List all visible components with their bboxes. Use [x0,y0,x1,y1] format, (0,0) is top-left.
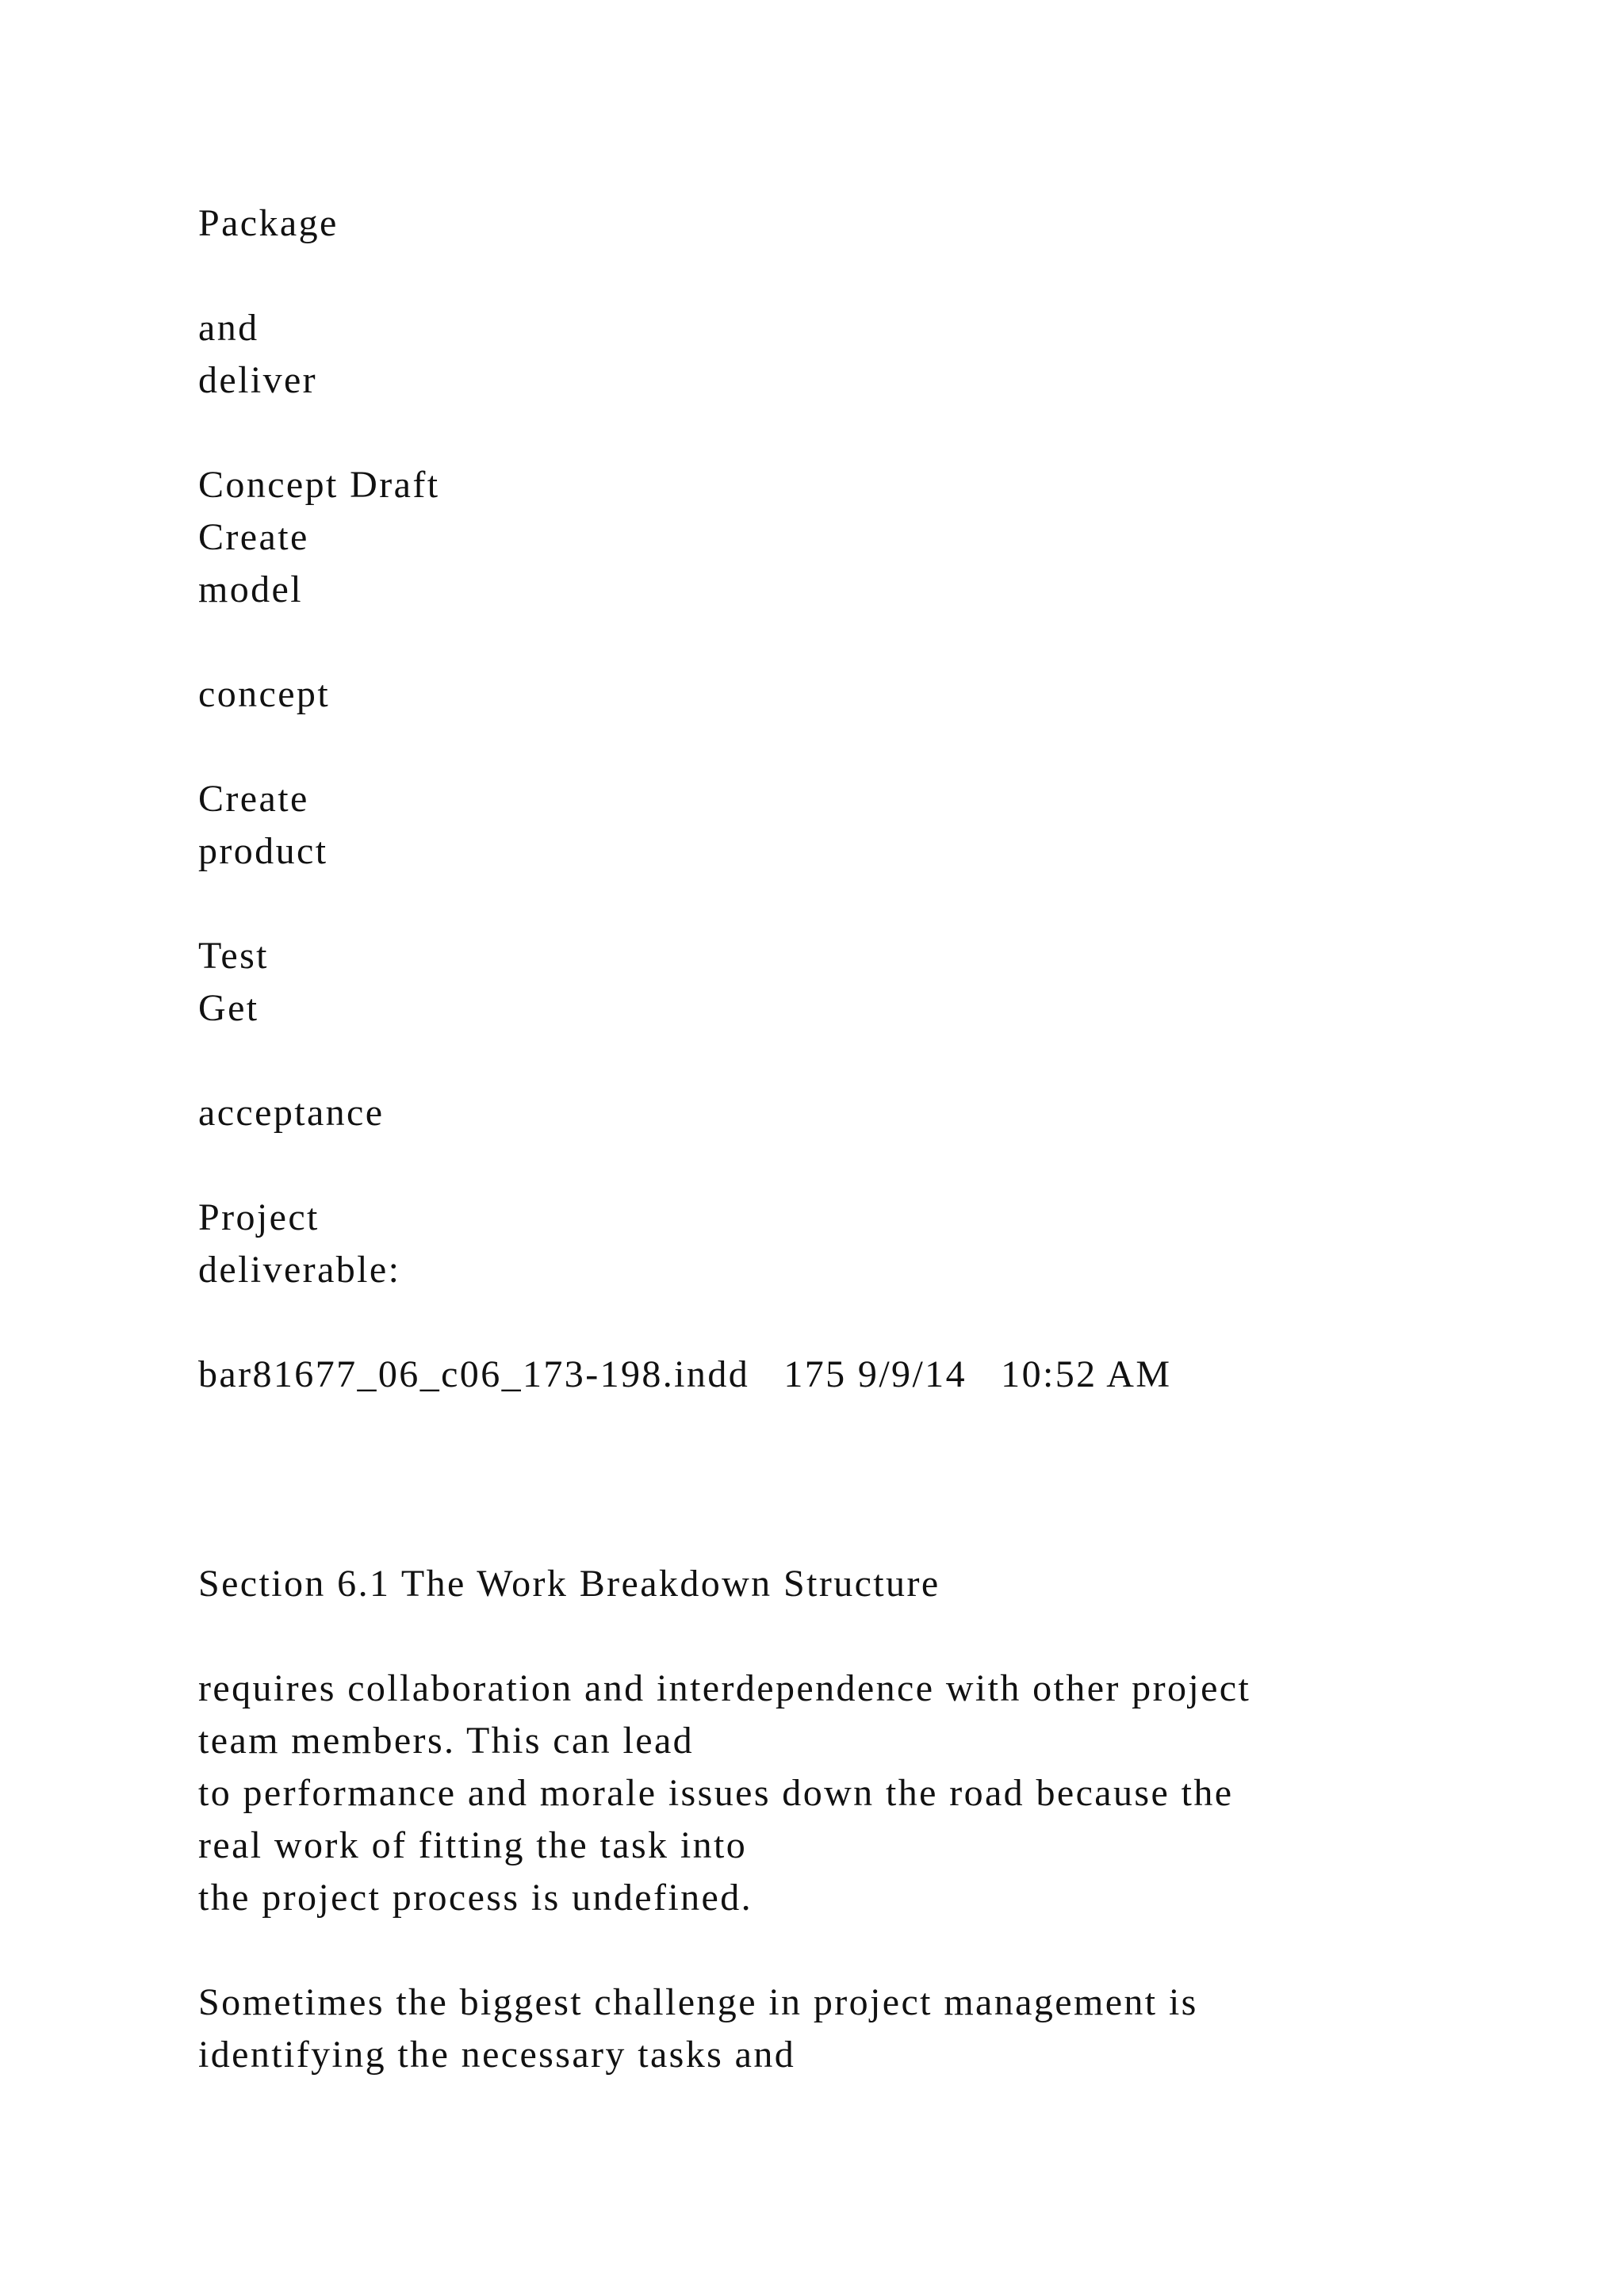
text-line: Create [198,778,309,820]
text-line: and [198,307,259,349]
text-line: team members. This can lead [198,1720,695,1762]
text-line: to performance and morale issues down the road because the [198,1772,1234,1814]
text-line: concept [198,673,331,715]
text-line: Test [198,935,269,977]
text-line: product [198,830,328,872]
text-line: model [198,568,303,610]
text-line: identifying the necessary tasks and [198,2034,796,2076]
text-line: Create [198,516,309,558]
text-line: Sometimes the biggest challenge in project management is [198,1981,1198,2023]
text-line: requires collaboration and interdependence with other project [198,1667,1251,1709]
text-line: the project process is undefined. [198,1877,753,1919]
text-line: deliverable: [198,1249,401,1291]
section-heading: Section 6.1 The Work Breakdown Structure [198,1563,940,1605]
text-line: deliver [198,359,318,401]
text-line: real work of fitting the task into [198,1824,748,1866]
text-line: Get [198,987,259,1029]
text-line: Concept Draft [198,464,440,506]
text-line: acceptance [198,1092,385,1134]
file-footer-line: bar81677_06_c06_173-198.indd 175 9/9/14 10:52 AM [198,1353,1172,1395]
text-line: Project [198,1196,320,1238]
text-line: Package [198,202,339,244]
